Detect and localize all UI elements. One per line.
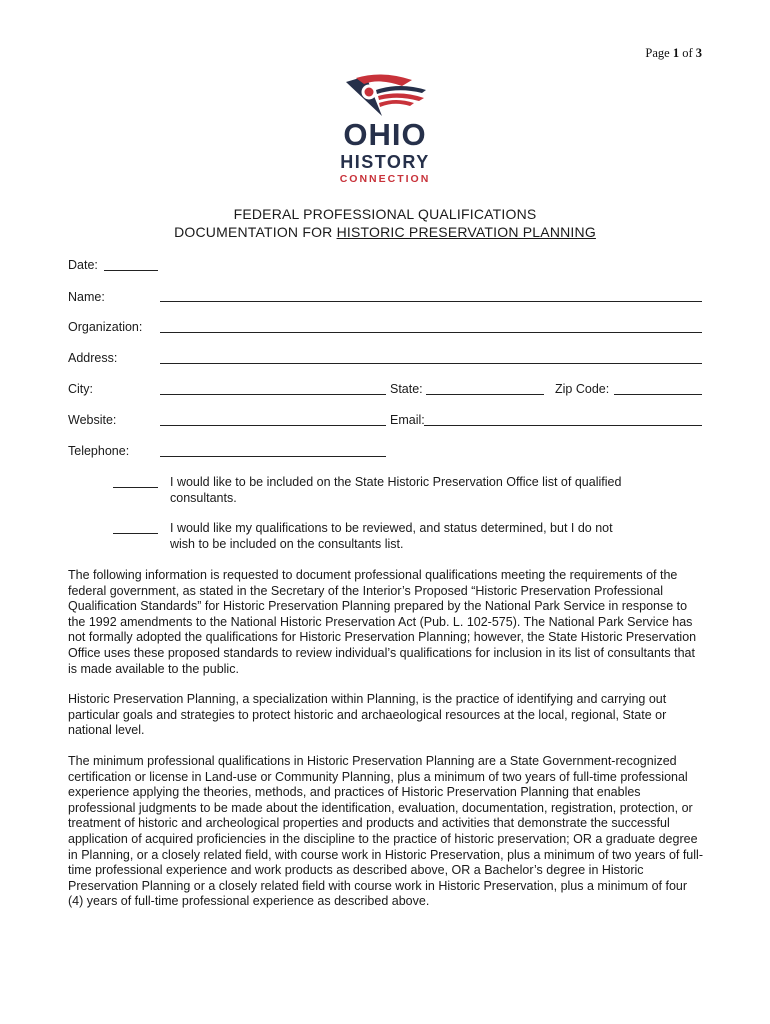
website-field[interactable] — [160, 425, 386, 426]
address-field[interactable] — [160, 363, 702, 364]
state-field[interactable] — [426, 394, 544, 395]
date-field[interactable] — [104, 270, 158, 271]
address-label: Address: — [68, 351, 118, 365]
organization-label: Organization: — [68, 320, 143, 334]
name-label: Name: — [68, 290, 105, 304]
zip-field[interactable] — [614, 394, 702, 395]
title-emphasis: HISTORIC PRESERVATION PLANNING — [336, 224, 596, 240]
zip-label: Zip Code: — [555, 382, 610, 396]
logo-word-connection: CONNECTION — [339, 173, 431, 185]
page-label: Page — [645, 46, 670, 60]
logo-word-ohio: OHIO — [343, 117, 427, 152]
ohio-flag-icon — [342, 72, 432, 120]
telephone-label: Telephone: — [68, 444, 130, 458]
page-number — [645, 46, 702, 61]
paragraph-minimum-qualifications: The minimum professional qualifications in Historic Preservation Planning are a State Government-recognized certification or license in Land-use or Community Planning, plus a minimum of two years of full-time professional experience applying the theories, methods, and practices of Historic Preservation Planning that enables professional judgments to be made about the identification, evaluation, documentation, registration, protection, or treatment of historic and archeological properties and products and activities that demonstrate the successful application of acquired proficiencies in the discipline to the practice of historic preservation; OR a graduate degree in Planning, or a closely related field, with course work in Historic Preservation, plus a minimum of two years of full-time professional experience and work products as described above, OR a Bachelor’s degree in Historic Preservation Planning or a closely related field with course work in Historic Preservation, plus a minimum of four (4) years of full-time professional experience as described above. — [68, 754, 703, 909]
option-review-only-blank[interactable] — [113, 533, 158, 534]
organization-field[interactable] — [160, 332, 702, 333]
page-current: 1 — [672, 46, 680, 60]
option-include-blank[interactable] — [113, 487, 158, 488]
website-label: Website: — [68, 413, 117, 427]
email-field[interactable] — [424, 425, 702, 426]
option-review-only-text: I would like my qualifications to be reviewed, and status determined, but I do not wish to be included on the consultants list. — [170, 521, 613, 551]
ohio-history-connection-logo — [320, 72, 450, 188]
paragraph-definition: Historic Preservation Planning, a specialization within Planning, is the practice of identifying and carrying out particular goals and strategies to protect historic and archaeological resources at the local, regional, State or national level. — [68, 692, 667, 738]
page-of: of — [682, 46, 693, 60]
title-prefix: DOCUMENTATION FOR — [174, 224, 337, 240]
document-title-line2 — [0, 224, 770, 240]
city-label: City: — [68, 382, 93, 396]
city-field[interactable] — [160, 394, 386, 395]
name-field[interactable] — [160, 301, 702, 302]
option-include-text: I would like to be included on the State Historic Preservation Office list of qualified consultants. — [170, 475, 622, 505]
date-label: Date: — [68, 258, 98, 272]
state-label: State: — [390, 382, 423, 396]
telephone-field[interactable] — [160, 456, 386, 457]
document-title-line1: FEDERAL PROFESSIONAL QUALIFICATIONS — [233, 206, 537, 222]
page-total: 3 — [695, 46, 702, 60]
email-label: Email: — [390, 413, 425, 427]
logo-word-history: HISTORY — [340, 152, 430, 172]
paragraph-intro: The following information is requested to document professional qualifications meeting the requirements of the federal government, as stated in the Secretary of the Interior’s Proposed “Historic Preservation Professional Qualification Standards” for Historic Preservation Planning prepared by the National Park Service in response to the 1992 amendments to the National Historic Preservation Act (Pub. L. 102-575). The National Park Service has not formally adopted the qualifications for Historic Preservation Planning; however, the State Historic Preservation Office uses these proposed standards to review individual’s qualifications for inclusion in its list of consultants that is made available to the public. — [68, 568, 697, 676]
